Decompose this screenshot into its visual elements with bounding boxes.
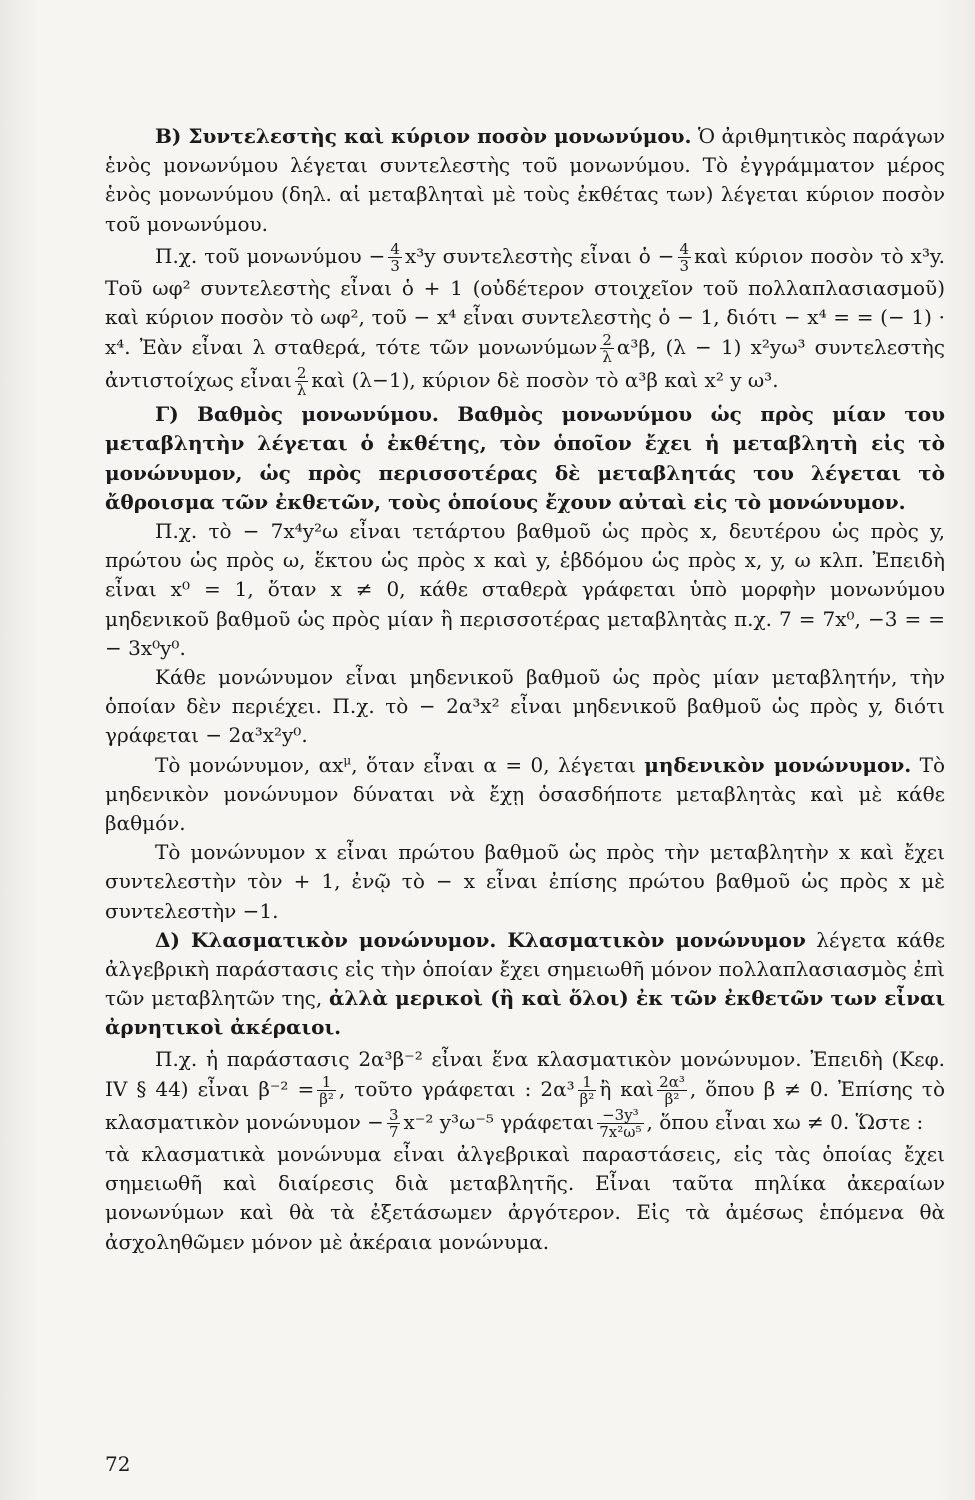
- section-b-heading: Β) Συντελεστὴς καὶ κύριον ποσὸν μονωνύμου.: [155, 124, 692, 148]
- fraction: [295, 365, 309, 398]
- section-g-paragraph-2: Κάθε μονώνυμον εἶναι μηδενικοῦ βαθμοῦ ὡς πρὸς μίαν μεταβλητήν, τὴν ὁποίαν δὲν περιέχει. Π.χ. τὸ − 2α³x² εἶναι μηδενικοῦ βαθμοῦ ὡς πρὸς y, διότι γράφεται − 2α³x²y⁰.: [105, 665, 945, 748]
- text-run: , τοῦτο γράφεται : 2α³: [338, 1076, 575, 1101]
- fraction-denominator: 7: [388, 1122, 399, 1141]
- section-g-heading: Γ) Βαθμὸς μονωνύμου. Βαθμὸς μονωνύμου ὡς πρὸς μίαν του μεταβλητὴν λέγεται ὁ ἐκθέτης, τὸν ὁποῖον ἔχει ἡ μεταβλητὴ εἰς τὸ μονώνυμον, ὡς πρὸς περισσοτέρας δὲ μεταβλητάς του λέγεται τὸ ἄθροισμα τῶν ἐκθετῶν, τοὺς ὁποίους ἔχουν αὐταὶ εἰς τὸ μονώνυμον.: [105, 402, 945, 514]
- section-d-conclusion: τὰ κλασματικὰ μονώνυμα εἶναι ἀλγεβρικαὶ παραστάσεις, εἰς τὰς ὁποίας ἔχει σημειωθῆ καὶ διαίρεσις διὰ μεταβλητῆς. Εἶναι ταῦτα πηλίκα ἀκεραίων μονωνύμων καὶ θὰ τὰ ἐξετάσωμεν ἀργότερον. Εἰς τὰ ἀμέσως ἑπόμενα θὰ ἀσχοληθῶμεν μόνον μὲ ἀκέραια μονώνυμα.: [105, 1141, 945, 1254]
- text-run: x⁻² y³ω⁻⁵ γράφεται: [403, 1109, 595, 1134]
- text-run: Π.χ. τοῦ μονωνύμου −: [155, 243, 386, 268]
- section-b-paragraph: [105, 122, 945, 239]
- fraction: [317, 1074, 336, 1107]
- fraction-numerator: −3y³: [597, 1107, 643, 1124]
- fraction-denominator: 3: [390, 256, 400, 275]
- text-run: Τὸ μονώνυμον, αx: [155, 752, 344, 777]
- section-d-example: [105, 1045, 945, 1140]
- text-run: Τὸ μηδενικὸν μονώνυμον δύναται νὰ ἔχῃ ὁσασδήποτε μεταβλητὰς καὶ μὲ κάθε βαθμόν.: [105, 752, 945, 836]
- text-run: καὶ κύριον ποσὸν τὸ x³y. Τοῦ ωφ² συντελεστὴς εἶναι ὁ + 1 (οὐδέτερον στοιχεῖον τοῦ πολλαπλασιασμοῦ) καὶ κύριον ποσὸν τὸ ωφ², τοῦ − x⁴ εἶναι συντελεστὴς ὁ − 1, διότι − x⁴ = = (− 1) · x⁴. Ἐὰν εἶναι λ σταθερά, τότε τῶν μονωνύμων: [105, 243, 945, 360]
- fraction: [600, 332, 614, 365]
- section-g-example: Π.χ. τὸ − 7x⁴y²ω εἶναι τετάρτου βαθμοῦ ὡς πρὸς x, δευτέρου ὡς πρὸς y, πρώτου ὡς πρὸς ω, ἕκτου ὡς πρὸς x καὶ y, ἑβδόμου ὡς πρὸς x, y, ω κλπ. Ἐπειδὴ εἶναι x⁰ = 1, ὅταν x ≠ 0, κάθε σταθερὰ γράφεται ὑπὸ μορφὴν μονωνύμου μηδενικοῦ βαθμοῦ ὡς πρὸς μίαν ἢ περισσοτέρας μεταβλητὰς π.χ. 7 = 7x⁰, −3 = = − 3x⁰y⁰.: [105, 519, 945, 660]
- fraction: [657, 1074, 687, 1107]
- fraction: [387, 1107, 401, 1140]
- text-run: Π.χ. ἡ παράστασις 2α³β⁻² εἶναι ἕνα κλασματικὸν μονώνυμον. Ἐπειδὴ (Κεφ. IV § 44) εἶναι β⁻² =: [105, 1046, 945, 1101]
- text-run: x³y συντελεστὴς εἶναι ὁ −: [404, 243, 675, 268]
- text-run: , ὅταν εἶναι α = 0, λέγεται: [351, 752, 645, 777]
- fraction: [388, 241, 402, 274]
- fraction-numerator: 3: [388, 1105, 399, 1124]
- page-number: 72: [105, 1452, 131, 1476]
- text-run: ἢ καὶ: [599, 1076, 655, 1101]
- example-coefficient: [105, 241, 945, 398]
- fraction-denominator: λ: [602, 348, 612, 367]
- fraction-denominator: β²: [664, 1089, 680, 1108]
- section-g-paragraph-4: Τὸ μονώνυμον x εἶναι πρώτου βαθμοῦ ὡς πρὸς τὴν μεταβλητὴν x καὶ ἔχει συντελεστὴν τὸν + 1, ἐνῷ τὸ − x εἶναι ἐπίσης πρώτου βαθμοῦ ὡς πρὸς x μὲ συντελεστὴν −1.: [105, 840, 945, 923]
- superscript: μ: [343, 753, 352, 767]
- fraction-numerator: 4: [679, 239, 690, 258]
- fraction-numerator: 2: [602, 331, 612, 350]
- text-run: καὶ (λ−1), κύριον δὲ ποσὸν τὸ α³β καὶ x² y ω³.: [311, 368, 779, 393]
- section-b-text: Ὁ ἀριθμητικὸς παράγων ἑνὸς μονωνύμου λέγεται συντελεστὴς τοῦ μονωνύμου. Τὸ ἐγγράμματον μέρος ἑνὸς μονωνύμου (δηλ. αἱ μεταβληταὶ μὲ τοὺς ἐκθέτας των) λέγεται κύριον ποσὸν τοῦ μονωνύμου.: [105, 124, 945, 236]
- text-run: α³β, (λ − 1) x²yω³ συντελεστὴς ἀντιστοίχως εἶναι: [105, 335, 945, 393]
- fraction-numerator: 2α³: [659, 1072, 685, 1091]
- fraction-denominator: λ: [296, 381, 307, 400]
- fraction-numerator: 1: [317, 1074, 336, 1091]
- fraction-denominator: β²: [319, 1089, 334, 1108]
- section-d-paragraph: [105, 926, 945, 1043]
- text-run: , ὅπου β ≠ 0. Ἐπίσης τὸ κλασματικὸν μονώνυμον −: [105, 1076, 945, 1134]
- section-d-heading: Δ) Κλασματικὸν μονώνυμον. Κλασματικὸν μονώνυμον: [155, 927, 806, 952]
- fraction: [597, 1107, 643, 1140]
- fraction-denominator: β²: [579, 1089, 595, 1108]
- fraction-denominator: 3: [679, 256, 690, 275]
- fraction-numerator: 4: [390, 239, 400, 258]
- text-run: , ὅπου εἶναι xω ≠ 0. Ὥστε :: [646, 1109, 924, 1134]
- page-body: [105, 122, 945, 1257]
- fraction-denominator: 7x²ω⁵: [599, 1122, 642, 1141]
- fraction-numerator: 2: [296, 364, 307, 383]
- bold-text: ἀλλὰ μερικοὶ (ἢ καὶ ὅλοι) ἐκ τῶν ἐκθετῶν των εἶναι ἀρνητικοὶ ἀκέραιοι.: [105, 986, 946, 1040]
- text-run: λέγετα κάθε ἀλγεβρικὴ παράστασις εἰς τὴν ὁποίαν ἔχει σημειωθῆ μόνον πολλαπλασιασμὸς ἐπὶ τῶν μεταβλητῶν της,: [105, 927, 946, 1011]
- section-g-paragraph-3: [105, 751, 945, 839]
- fraction: [678, 241, 692, 274]
- fraction-numerator: 1: [578, 1074, 597, 1091]
- fraction: [578, 1074, 597, 1107]
- term-zero-monomial: μηδενικὸν μονώνυμον.: [644, 752, 912, 777]
